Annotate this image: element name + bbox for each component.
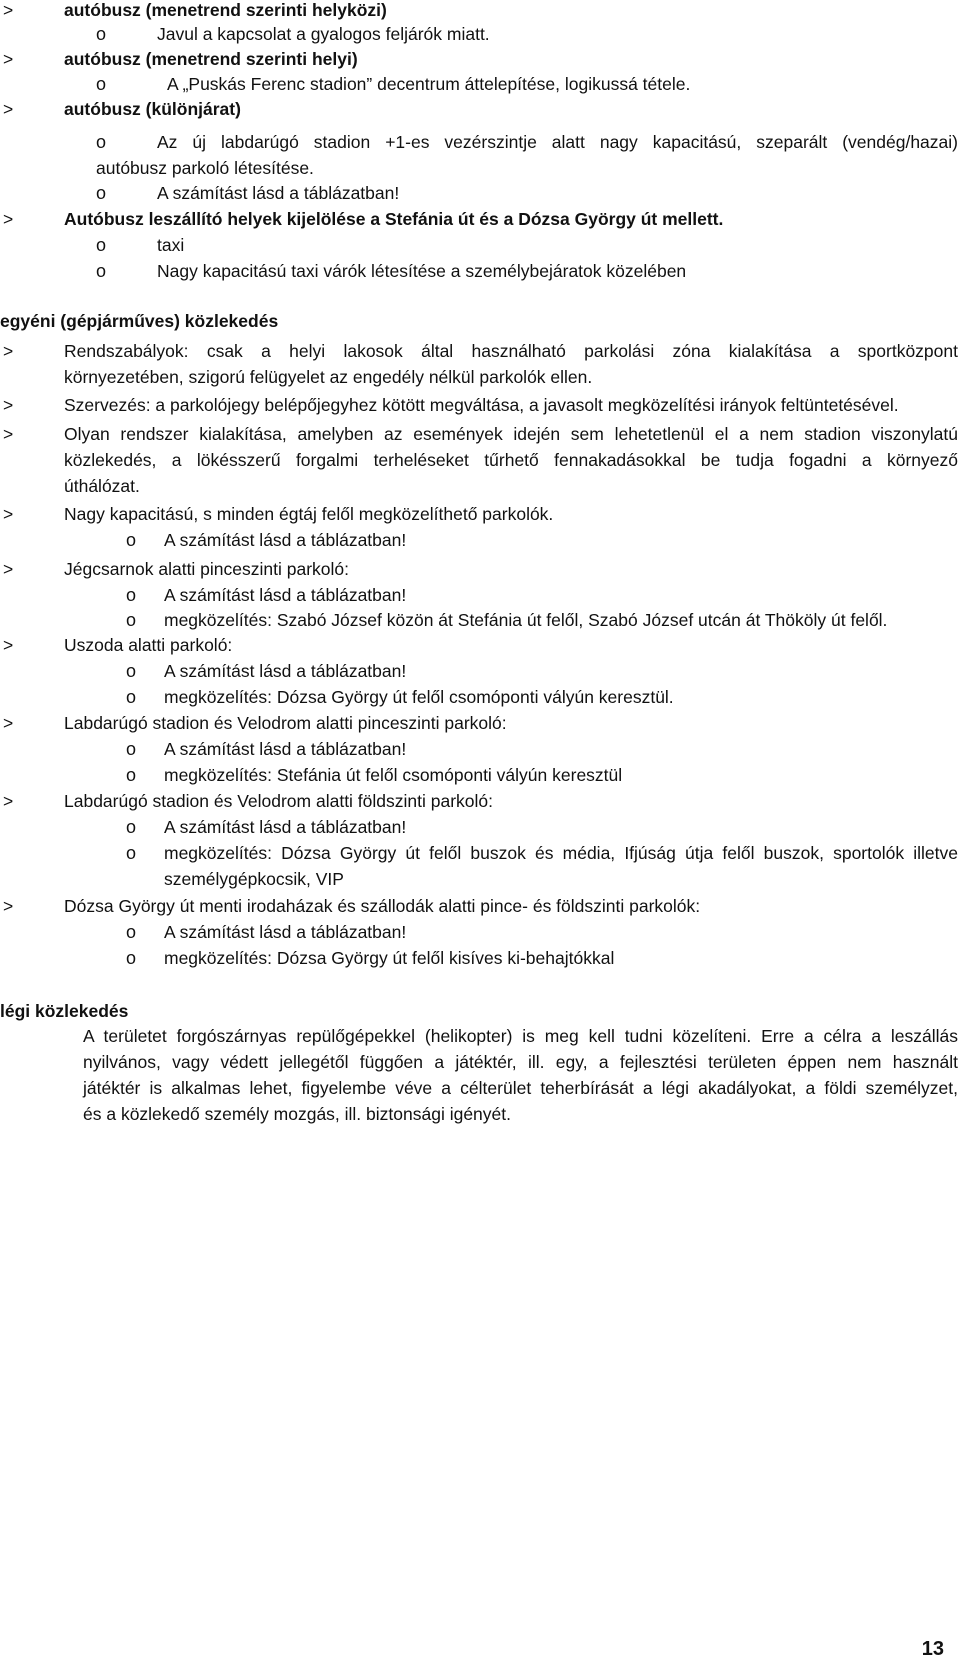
section-title-bus-local: autóbusz (menetrend szerinti helyi) [64, 49, 358, 69]
list-item: A számítást lásd a táblázatban! [164, 661, 407, 681]
list-item: megközelítés: Szabó József közön át Stefánia út felől, Szabó József utcán át Thököly út felől. [164, 610, 888, 630]
sub-bullet: o [126, 610, 137, 630]
paragraph-air-continuation: és a közlekedő személy mozgás, ill. biztonsági igényét. [83, 1104, 511, 1124]
page-number: 13 [921, 1638, 944, 1660]
section-title-bus-intercity: autóbusz (menetrend szerinti helyközi) [64, 0, 387, 20]
list-item: megközelítés: Stefánia út felől csomóponti vályún keresztül [164, 765, 623, 785]
paragraph-rules: Rendszabályok: csak a helyi lakosok által használható parkolási zóna kialakítása a sportközpont [64, 341, 958, 361]
bullet-marker: > [3, 49, 14, 69]
sub-bullet: o [96, 74, 107, 94]
heading-individual-transport: egyéni (gépjárműves) közlekedés [0, 311, 279, 331]
sub-bullet: o [126, 687, 137, 707]
bullet-marker: > [3, 0, 14, 20]
sub-bullet: o [126, 765, 137, 785]
sub-bullet: o [126, 948, 137, 968]
paragraph-system: Olyan rendszer kialakítása, amelyben az események idején sem lehetetlenül el a nem stadion viszonylatú [64, 424, 958, 444]
paragraph-system-continuation: közlekedés, a lökésszerű forgalmi terheléseket tűrhető fennakadásokkal be tudja fogadni a környező [64, 450, 958, 470]
bullet-marker: > [3, 424, 14, 444]
bullet-marker: > [3, 559, 14, 579]
sub-bullet: o [126, 739, 137, 759]
paragraph-ice-hall: Jégcsarnok alatti pinceszinti parkoló: [64, 559, 350, 579]
sub-bullet: o [96, 261, 107, 281]
sub-bullet: o [96, 183, 107, 203]
sub-bullet: o [96, 24, 107, 44]
bullet-marker: > [3, 791, 14, 811]
list-item: taxi [157, 235, 185, 255]
paragraph-dozsa-parking: Dózsa György út menti irodaházak és szállodák alatti pince- és földszinti parkolók: [64, 896, 701, 916]
bullet-marker: > [3, 896, 14, 916]
bullet-marker: > [3, 395, 14, 415]
sub-bullet: o [126, 922, 137, 942]
paragraph-organization: Szervezés: a parkolójegy belépőjegyhez kötött megváltása, a javasolt megközelítési irányok feltüntetésével. [64, 395, 899, 415]
list-item: megközelítés: Dózsa György út felől kisíves ki-behajtókkal [164, 948, 615, 968]
section-title-bus-dropoff: Autóbusz leszállító helyek kijelölése a Stefánia út és a Dózsa György út mellett. [64, 209, 724, 229]
sub-bullet: o [126, 661, 137, 681]
bullet-marker: > [3, 209, 14, 229]
list-item: A számítást lásd a táblázatban! [157, 183, 400, 203]
bullet-marker: > [3, 99, 14, 119]
section-title-bus-charter: autóbusz (különjárat) [64, 99, 241, 119]
list-item: Az új labdarúgó stadion +1-es vezérszintje alatt nagy kapacitású, szeparált (vendég/hazai) [157, 132, 958, 152]
paragraph-stadium-ground: Labdarúgó stadion és Velodrom alatti földszinti parkoló: [64, 791, 494, 811]
paragraph-large-parking: Nagy kapacitású, s minden égtáj felől megközelíthető parkolók. [64, 504, 554, 524]
paragraph-system-continuation: úthálózat. [64, 476, 140, 496]
paragraph-stadium-basement: Labdarúgó stadion és Velodrom alatti pinceszinti parkoló: [64, 713, 507, 733]
bullet-marker: > [3, 504, 14, 524]
heading-air-transport: légi közlekedés [0, 1001, 129, 1021]
paragraph-pool: Uszoda alatti parkoló: [64, 635, 233, 655]
list-item: A számítást lásd a táblázatban! [164, 739, 407, 759]
list-item-continuation: autóbusz parkoló létesítése. [96, 158, 314, 178]
bullet-marker: > [3, 341, 14, 361]
list-item: Nagy kapacitású taxi várók létesítése a személybejáratok közelében [157, 261, 687, 281]
list-item: megközelítés: Dózsa György út felől csomóponti vályún keresztül. [164, 687, 674, 707]
sub-bullet: o [96, 132, 107, 152]
list-item: A számítást lásd a táblázatban! [164, 817, 407, 837]
list-item: Javul a kapcsolat a gyalogos feljárók miatt. [157, 24, 490, 44]
list-item: A „Puskás Ferenc stadion” decentrum áttelepítése, logikussá tétele. [167, 74, 691, 94]
sub-bullet: o [96, 235, 107, 255]
sub-bullet: o [126, 585, 137, 605]
list-item: A számítást lásd a táblázatban! [164, 585, 407, 605]
list-item: megközelítés: Dózsa György út felől buszok és média, Ifjúság útja felől buszok, sportolók illetve [164, 843, 958, 863]
sub-bullet: o [126, 843, 137, 863]
paragraph-air-continuation: játéktér is alkalmas lehet, figyelembe véve a célterület teherbírását a légi akadályokat, a földi személyzet, [83, 1078, 958, 1098]
sub-bullet: o [126, 530, 137, 550]
bullet-marker: > [3, 635, 14, 655]
paragraph-rules-continuation: környezetében, szigorú felügyelet az engedély nélkül parkolók ellen. [64, 367, 593, 387]
paragraph-air: A területet forgószárnyas repülőgépekkel (helikopter) is meg kell tudni közelíteni. Erre a célra a leszállás [83, 1026, 958, 1046]
paragraph-air-continuation: nyilvános, vagy védett jellegétől függően a játéktér, ill. egy, a fejlesztési területen éppen nem használt [83, 1052, 958, 1072]
list-item-continuation: személygépkocsik, VIP [164, 869, 344, 889]
list-item: A számítást lásd a táblázatban! [164, 922, 407, 942]
sub-bullet: o [126, 817, 137, 837]
list-item: A számítást lásd a táblázatban! [164, 530, 407, 550]
bullet-marker: > [3, 713, 14, 733]
